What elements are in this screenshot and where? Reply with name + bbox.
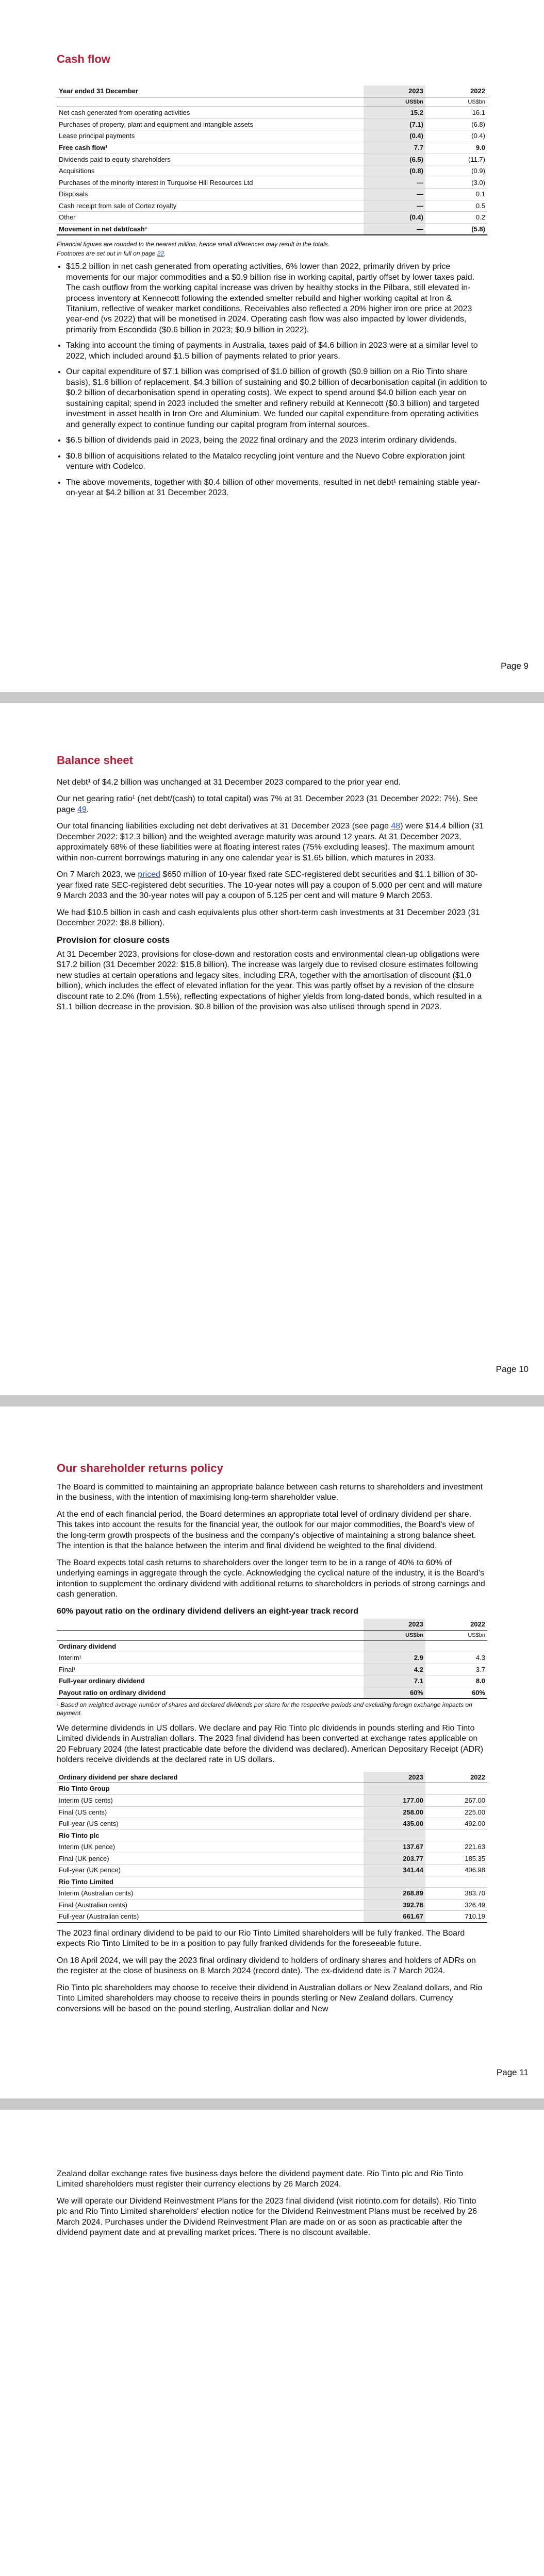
table-row <box>57 142 487 154</box>
currency-election-paragraph: Rio Tinto plc shareholders may choose to receive their dividend in Australian dollars or New Zealand dollars, and Rio Tinto Limited shareholders may choose to receive theirs in pounds sterling or New Zealand dollars. Currency conversions will be based on the pound sterling, Australian dollar and New <box>57 1983 483 2013</box>
group-label: Rio Tinto Limited <box>57 1876 364 1888</box>
value-2023: 435.00 <box>364 1818 425 1830</box>
table-row <box>57 154 487 165</box>
value-2023: 392.78 <box>364 1899 425 1911</box>
value-2022: 267.00 <box>425 1794 487 1806</box>
value-2022: 406.98 <box>425 1865 487 1876</box>
value-2023: 7.7 <box>364 142 425 154</box>
franking-paragraph: The 2023 final ordinary dividend to be paid to our Rio Tinto Limited shareholders will be fully franked. The Board expects Rio Tinto Limited to be in a position to pay fully franked dividends for the foreseeable future. <box>57 1928 465 1948</box>
payout-table-footnote: ¹ Based on weighted average number of shares and declared dividends per share for the respective periods and excluding foreign exchange impacts on payment. <box>57 1701 472 1717</box>
table-row <box>57 223 487 235</box>
empty-cell <box>364 1783 425 1795</box>
value-2022: 4.3 <box>425 1652 487 1664</box>
table-row <box>57 189 487 200</box>
value-2022: (3.0) <box>425 177 487 189</box>
header-units-spacer <box>57 97 364 107</box>
bullet-item: • The above movements, together with $0.4 billion of other movements, resulted in net debt¹ remaining stable year-on-year at $4.2 billion at 31 December 2023. <box>66 478 487 499</box>
table-row <box>57 1640 487 1652</box>
value-2023: — <box>364 177 425 189</box>
table-row <box>57 1687 487 1699</box>
value-2023: — <box>364 200 425 212</box>
group-label: Rio Tinto Group <box>57 1783 364 1795</box>
page-48-link[interactable]: 48 <box>391 822 401 831</box>
empty-cell <box>364 1829 425 1841</box>
value-2023: (0.4) <box>364 212 425 224</box>
net-debt-paragraph: Net debt¹ of $4.2 billion was unchanged at 31 December 2023 compared to the prior year end. <box>57 778 401 787</box>
row-label: Movement in net debt/cash¹ <box>57 223 364 235</box>
row-label: Free cash flow¹ <box>57 142 364 154</box>
group-label: Rio Tinto plc <box>57 1829 364 1841</box>
cash-flow-table <box>57 86 487 235</box>
rounding-note: Financial figures are rounded to the nearest million, hence small differences may result in the totals. <box>57 241 329 248</box>
row-label: Full-year (UK pence) <box>57 1865 364 1876</box>
value-2022: 185.35 <box>425 1853 487 1865</box>
page-12 <box>0 2110 544 2576</box>
page-9 <box>0 0 544 692</box>
table-row <box>57 1841 487 1853</box>
table-row <box>57 1876 487 1888</box>
payout-ratio-table <box>57 1619 487 1699</box>
value-2022: (11.7) <box>425 154 487 165</box>
table-row <box>57 1619 487 1630</box>
header-year-2023: 2023 <box>364 1619 425 1630</box>
value-2023: (6.5) <box>364 154 425 165</box>
bullet-item: • $6.5 billion of dividends paid in 2023, being the 2022 final ordinary and the 2023 interim ordinary dividends. <box>66 435 487 446</box>
page-number: Page 9 <box>501 661 529 671</box>
row-label: Interim¹ <box>57 1652 364 1664</box>
closure-costs-paragraph: At 31 December 2023, provisions for close-down and restoration costs and environmental clean-up obligations were $17.2 billion (31 December 2022: $15.8 billion). The increase was largely due to revised closure estimates following new studies at certain operations and legacy sites, including ERA, together with the amortisation of discount ($1.0 billion), which includes the effect of elevated inflation for the year. This was partly offset by a revision of the closure discount rate to 2.0% (from 1.5%), reflecting expectations of higher yields from long-dated bonds, which resulted in a $1.1 billion decrease in the provision. $0.8 billion of the provision was also utilised through spend in 2023. <box>57 950 482 1011</box>
value-2022: 221.63 <box>425 1841 487 1853</box>
row-label: Purchases of the minority interest in Turquoise Hill Resources Ltd <box>57 177 364 189</box>
table-row <box>57 1630 487 1640</box>
header-year-2022: 2022 <box>425 1619 487 1630</box>
table-row <box>57 1664 487 1675</box>
policy-paragraph-3: The Board expects total cash returns to shareholders over the longer term to be in a range of 40% to 60% of underlying earnings in aggregate through the cycle. Acknowledging the cyclical nature of the industry, it is the Board's intention to supplement the ordinary dividend with additional returns to shareholders in periods of strong earnings and cash generation. <box>57 1558 485 1599</box>
value-2023: 177.00 <box>364 1794 425 1806</box>
value-2023: — <box>364 189 425 200</box>
row-label: Cash receipt from sale of Cortez royalty <box>57 200 364 212</box>
bullet-item: • Taking into account the timing of payments in Australia, taxes paid of $4.6 billion in 2023 were at a similar level to 2022, which included around $1.5 billion of payments related to prior years. <box>66 341 487 362</box>
value-2023: 661.67 <box>364 1911 425 1923</box>
value-2023: 60% <box>364 1687 425 1699</box>
row-label: Payout ratio on ordinary dividend <box>57 1687 364 1699</box>
value-2023: 137.67 <box>364 1841 425 1853</box>
value-2023: (7.1) <box>364 118 425 130</box>
value-2022: 326.49 <box>425 1899 487 1911</box>
header-year-2023: 2023 <box>364 86 425 97</box>
row-label: Final (US cents) <box>57 1806 364 1818</box>
header-label: Year ended 31 December <box>57 86 364 97</box>
empty-cell <box>425 1783 487 1795</box>
value-2022: 710.19 <box>425 1911 487 1923</box>
table-row <box>57 177 487 189</box>
bullet-item: • $15.2 billion in net cash generated from operating activities, 6% lower than 2022, primarily driven by price movements for our major commodities and a $0.9 billion rise in working capital, partly offset by lower taxes paid. The cash outflow from the working capital increase was driven by healthy stocks in the Pilbara, still elevated in-process inventory at Kennecott following the extended smelter rebuild and higher working capital at Iron & Titanium, reflective of weaker market conditions. Receivables also reflected a 20% higher iron ore price at 2023 year-end (vs 2022) that will be monetised in 2024. Operating cash flow was also impacted by lower dividends, primarily from Escondida ($0.6 billion in 2023; $0.9 billion in 2022). <box>66 262 487 335</box>
row-label: Final¹ <box>57 1664 364 1675</box>
value-2022: 9.0 <box>425 142 487 154</box>
financing-liabilities-paragraph: Our total financing liabilities excluding net debt derivatives at 31 December 2023 (see page 48) were $14.4 billion (31 December 2022: $12.3 billion) and the weighted average maturity was around 12 years. At 31 December 2023, approximately 68% of these liabilities were at floating interest rates (75% excluding leases). The maximum amount within non-current borrowings maturing in any one calendar year is $1.65 billion, which matures in 2033. <box>57 822 484 862</box>
table-row <box>57 1806 487 1818</box>
row-label: Net cash generated from operating activities <box>57 107 364 119</box>
bullet-item: • Our capital expenditure of $7.1 billion was comprised of $1.0 billion of growth ($0.9 billion on a Rio Tinto share basis), $1.6 billion of replacement, $4.3 billion of sustaining and $0.2 billion of decarbonisation capital (in addition to $0.2 billion of decarbonisation spend in operating costs). We expect to spend around $4.0 billion each year on sustaining capital; spend in 2023 included the smelter and refinery rebuild at Kennecott ($0.3 billion) and targeted investment in asset health in Iron Ore and Aluminium. We funded our capital expenditure from operating activities and generally expect to continue funding our capital program from internal sources. <box>66 367 487 430</box>
header-units-spacer <box>57 1630 364 1640</box>
table-row <box>57 130 487 142</box>
row-label: Final (Australian cents) <box>57 1899 364 1911</box>
table-row <box>57 118 487 130</box>
value-2022: 8.0 <box>425 1675 487 1687</box>
header-label: Ordinary dividend per share declared <box>57 1772 364 1783</box>
table-row <box>57 1829 487 1841</box>
debt-securities-paragraph: On 7 March 2023, we priced $650 million of 10-year fixed rate SEC-registered debt securities and $1.1 billion of 30-year fixed rate SEC-registered debt securities. The 10-year notes will pay a coupon of 5.000 per cent and will mature 9 March 2033 and the 30-year notes will pay a coupon of 5.125 per cent and will mature 9 March 2053. <box>57 870 483 901</box>
footnote-page-link[interactable]: 22 <box>157 249 164 257</box>
closure-costs-subheading: Provision for closure costs <box>57 935 170 945</box>
value-2023: (0.4) <box>364 130 425 142</box>
value-2022: (0.4) <box>425 130 487 142</box>
table-row <box>57 200 487 212</box>
row-label: Full-year (Australian cents) <box>57 1911 364 1923</box>
table-row <box>57 1888 487 1900</box>
table-row <box>57 1652 487 1664</box>
value-2022: 0.2 <box>425 212 487 224</box>
table-row <box>57 97 487 107</box>
row-label: Other <box>57 212 364 224</box>
value-2022: 225.00 <box>425 1806 487 1818</box>
value-2022: 492.00 <box>425 1818 487 1830</box>
dividend-per-share-table <box>57 1772 487 1923</box>
page-number: Page 11 <box>496 2067 529 2077</box>
header-units-2022: US$bn <box>425 97 487 107</box>
table-row <box>57 1865 487 1876</box>
page-number: Page 10 <box>496 1364 529 1374</box>
row-label: Lease principal payments <box>57 130 364 142</box>
bullet-item: • $0.8 billion of acquisitions related to the Matalco recycling joint venture and the Nuevo Cobre exploration joint venture with Codelco. <box>66 451 487 472</box>
table-row <box>57 1853 487 1865</box>
page-10 <box>0 703 544 1395</box>
table-row <box>57 1899 487 1911</box>
footnote-reference: Footnotes are set out in full on page 22. <box>57 249 166 257</box>
policy-paragraph-2: At the end of each financial period, the Board determines an appropriate total level of ordinary dividend per share. This takes into account the results for the financial year, the outlook for our major commodities, the Board's view of the long-term growth prospects of the business and the company's objective of maintaining a strong balance sheet. The intention is that the balance between the interim and final dividend be weighted to the final dividend. <box>57 1510 476 1551</box>
cash-paragraph: We had $10.5 billion in cash and cash equivalents plus other short-term cash investments at 31 December 2023 (31 December 2022: $8.8 billion). <box>57 908 480 928</box>
row-label: Full-year ordinary dividend <box>57 1675 364 1687</box>
cash-flow-heading: Cash flow <box>57 53 110 65</box>
value-2023: 2.9 <box>364 1652 425 1664</box>
value-2023: 4.2 <box>364 1664 425 1675</box>
value-2022: 383.70 <box>425 1888 487 1900</box>
row-label: Disposals <box>57 189 364 200</box>
value-2023: 258.00 <box>364 1806 425 1818</box>
header-year-2022: 2022 <box>425 1772 487 1783</box>
value-2023: 7.1 <box>364 1675 425 1687</box>
row-label: Acquisitions <box>57 165 364 177</box>
value-2023: (0.8) <box>364 165 425 177</box>
page-49-link[interactable]: 49 <box>77 805 87 814</box>
currency-paragraph: We determine dividends in US dollars. We declare and pay Rio Tinto plc dividends in pounds sterling and Rio Tinto Limited dividends in Australian dollars. The 2023 final dividend has been converted at exchange rates applicable on 20 February 2024 (the latest practicable date before the dividend was declared). American Depositary Receipt (ADR) holders receive dividends at the declared rate in US dollars. <box>57 1724 484 1765</box>
header-units-2022: US$bn <box>425 1630 487 1640</box>
value-2022: (0.9) <box>425 165 487 177</box>
priced-link[interactable]: priced <box>138 870 160 879</box>
header-year-2023: 2023 <box>364 1772 425 1783</box>
balance-sheet-heading: Balance sheet <box>57 754 133 767</box>
value-2022: 3.7 <box>425 1664 487 1675</box>
drip-paragraph: We will operate our Dividend Reinvestment Plans for the 2023 final dividend (visit riotinto.com for details). Rio Tinto plc and Rio Tinto Limited shareholders' election notice for the Dividend Reinvestment Plans must be received by 26 March 2024. Purchases under the Dividend Reinvestment Plan are made on or as soon as practicable after the dividend payment date and at prevailing market prices. There is no discount available. <box>57 2196 477 2238</box>
empty-cell <box>425 1829 487 1841</box>
shareholder-returns-heading: Our shareholder returns policy <box>57 1462 223 1475</box>
payout-table-title: 60% payout ratio on the ordinary dividend delivers an eight-year track record <box>57 1606 359 1616</box>
table-row <box>57 1818 487 1830</box>
table-row <box>57 107 487 119</box>
empty-cell <box>364 1876 425 1888</box>
value-2022: (6.8) <box>425 118 487 130</box>
value-2022: 0.5 <box>425 200 487 212</box>
row-label: Dividends paid to equity shareholders <box>57 154 364 165</box>
table-row <box>57 1911 487 1923</box>
value-2022: 60% <box>425 1687 487 1699</box>
table-row <box>57 1772 487 1783</box>
table-row <box>57 1783 487 1795</box>
section-label: Ordinary dividend <box>57 1640 364 1652</box>
table-row <box>57 212 487 224</box>
cash-flow-bullets <box>57 262 487 498</box>
empty-cell <box>364 1640 425 1652</box>
value-2023: 268.89 <box>364 1888 425 1900</box>
row-label: Interim (US cents) <box>57 1794 364 1806</box>
row-label: Interim (Australian cents) <box>57 1888 364 1900</box>
payment-date-paragraph: On 18 April 2024, we will pay the 2023 final ordinary dividend to holders of ordinary shares and holders of ADRs on the register at the close of business on 8 March 2024 (record date). The ex-dividend date is 7 March 2024. <box>57 1956 476 1976</box>
table-row <box>57 1794 487 1806</box>
empty-cell <box>425 1876 487 1888</box>
value-2023: — <box>364 223 425 235</box>
exchange-rate-paragraph: Zealand dollar exchange rates five business days before the dividend payment date. Rio Tinto plc and Rio Tinto Limited shareholders must register their currency elections by 26 March 2024. <box>57 2170 464 2189</box>
value-2022: 0.1 <box>425 189 487 200</box>
table-row <box>57 1675 487 1687</box>
value-2023: 203.77 <box>364 1853 425 1865</box>
row-label: Final (UK pence) <box>57 1853 364 1865</box>
header-label <box>57 1619 364 1630</box>
header-year-2022: 2022 <box>425 86 487 97</box>
table-row <box>57 86 487 97</box>
value-2022: (5.8) <box>425 223 487 235</box>
row-label: Interim (UK pence) <box>57 1841 364 1853</box>
row-label: Full-year (US cents) <box>57 1818 364 1830</box>
value-2022: 16.1 <box>425 107 487 119</box>
header-units-2023: US$bn <box>364 1630 425 1640</box>
gearing-paragraph: Our net gearing ratio¹ (net debt/(cash) to total capital) was 7% at 31 December 2023 (31 December 2022: 7%). See page 49. <box>57 794 478 814</box>
header-units-2023: US$bn <box>364 97 425 107</box>
value-2023: 15.2 <box>364 107 425 119</box>
policy-paragraph-1: The Board is committed to maintaining an appropriate balance between cash returns to shareholders and investment in the business, with the intention of maximising long-term shareholder value. <box>57 1483 483 1502</box>
page-11 <box>0 1406 544 2098</box>
row-label: Purchases of property, plant and equipment and intangible assets <box>57 118 364 130</box>
table-row <box>57 165 487 177</box>
value-2023: 341.44 <box>364 1865 425 1876</box>
empty-cell <box>425 1640 487 1652</box>
